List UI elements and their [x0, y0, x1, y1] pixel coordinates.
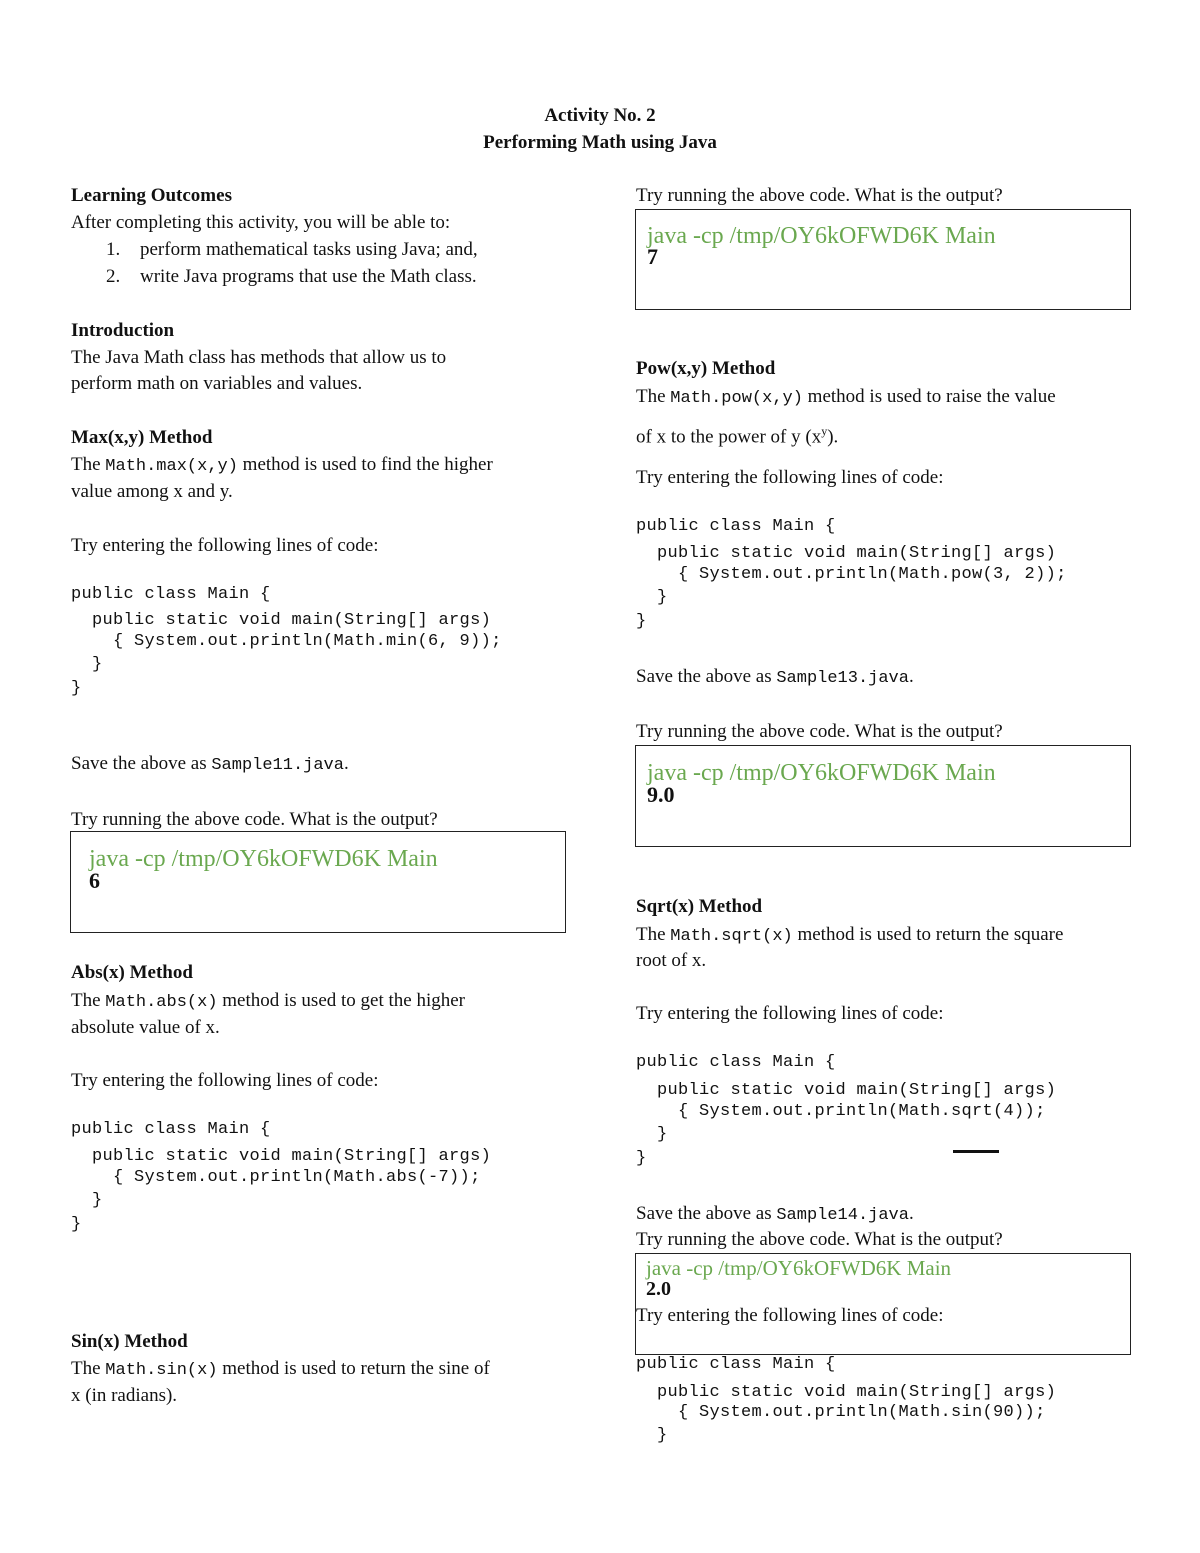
save-text: .: [343, 753, 349, 774]
sin-code-line: public class Main {: [636, 1355, 836, 1374]
sin-code-line: public static void main(String[] args): [636, 1383, 1057, 1402]
output-value: 9.0: [647, 782, 675, 807]
desc-text: method is used to get the higher: [217, 990, 465, 1011]
output-command: java -cp /tmp/OY6kOFWD6K Main: [646, 1256, 952, 1280]
pow-code-line: }: [636, 588, 668, 607]
desc-text: The: [636, 386, 671, 407]
abs-code-line: public static void main(String[] args): [71, 1147, 492, 1166]
pow-description-line2: [636, 420, 838, 448]
list-item: [106, 239, 478, 261]
max-heading: Max(x,y) Method: [71, 427, 213, 448]
stray-line-mark: [953, 1150, 999, 1153]
save-text: Save the above as: [636, 666, 777, 687]
file-name: Sample13.java: [776, 669, 909, 688]
learning-outcomes-intro: After completing this activity, you will be able to:: [71, 212, 451, 233]
abs-description-line2: absolute value of x.: [71, 1017, 220, 1038]
save-text: .: [908, 1203, 914, 1224]
desc-text: method is used to return the sine of: [217, 1358, 490, 1379]
learning-outcomes-heading: Learning Outcomes: [71, 185, 232, 206]
sqrt-heading: Sqrt(x) Method: [636, 896, 763, 917]
pow-code-line: public static void main(String[] args): [636, 544, 1057, 563]
sqrt-try-entering: Try entering the following lines of code:: [636, 1003, 944, 1024]
output-value: 6: [89, 868, 100, 893]
abs-code-line: }: [71, 1215, 82, 1234]
abs-output-box: [635, 209, 1131, 310]
list-item: [106, 266, 477, 288]
sqrt-code-line: public class Main {: [636, 1053, 836, 1072]
sin-description-line2: x (in radians).: [71, 1385, 178, 1406]
pow-try-running: Try running the above code. What is the output?: [636, 721, 1003, 742]
max-description-line2: value among x and y.: [71, 481, 233, 502]
list-number: 1.: [106, 239, 121, 260]
introduction-text: perform math on variables and values.: [71, 373, 363, 394]
sqrt-code-line: }: [636, 1125, 668, 1144]
sin-code-line: }: [636, 1426, 668, 1445]
desc-text: method is used to return the square: [792, 924, 1064, 945]
pow-code-line: public class Main {: [636, 517, 836, 536]
list-number: 2.: [106, 266, 121, 287]
abs-try-entering: Try entering the following lines of code:: [71, 1070, 379, 1091]
desc-text: method is used to find the higher: [237, 454, 493, 475]
output-command: java -cp /tmp/OY6kOFWD6K Main: [89, 846, 438, 872]
output-value: 2.0: [646, 1278, 671, 1300]
desc-text: The: [71, 454, 106, 475]
max-output-box: [70, 831, 566, 933]
page-title: Activity No. 2: [544, 105, 656, 126]
sqrt-try-entering-after: Try entering the following lines of code:: [636, 1305, 944, 1326]
sqrt-output-box: [635, 1253, 1131, 1355]
sin-code-line: { System.out.println(Math.sin(90));: [636, 1403, 1046, 1422]
pow-description: [636, 386, 1056, 410]
pow-try-entering: Try entering the following lines of code:: [636, 467, 944, 488]
abs-code-line: public class Main {: [71, 1120, 271, 1139]
max-code-line: public static void main(String[] args): [71, 611, 492, 630]
output-value: 7: [647, 244, 658, 269]
sqrt-description: [636, 924, 1063, 948]
max-code-line: public class Main {: [71, 585, 271, 604]
abs-heading: Abs(x) Method: [71, 962, 193, 983]
abs-code-line: }: [71, 1191, 103, 1210]
sqrt-code-line: }: [636, 1149, 647, 1168]
max-code-line: }: [71, 679, 82, 698]
sin-description: [71, 1358, 490, 1382]
sqrt-description-line2: root of x.: [636, 950, 707, 971]
max-code-line: { System.out.println(Math.min(6, 9));: [71, 632, 502, 651]
output-command: java -cp /tmp/OY6kOFWD6K Main: [647, 223, 996, 249]
sqrt-save-instruction: [636, 1203, 914, 1227]
max-try-running: Try running the above code. What is the output?: [71, 809, 438, 830]
max-code-line: }: [71, 655, 103, 674]
introduction-heading: Introduction: [71, 320, 175, 341]
inline-code: Math.sin(x): [105, 1361, 218, 1380]
desc-text: of x to the power of y (x: [636, 426, 822, 448]
inline-code: Math.sqrt(x): [670, 927, 793, 946]
desc-text: The: [71, 1358, 106, 1379]
max-try-entering: Try entering the following lines of code:: [71, 535, 379, 556]
save-text: Save the above as: [636, 1203, 777, 1224]
desc-text: ).: [827, 426, 839, 448]
inline-code: Math.max(x,y): [105, 457, 238, 476]
pow-save-instruction: [636, 666, 914, 690]
sin-heading: Sin(x) Method: [71, 1331, 188, 1352]
sqrt-try-running: Try running the above code. What is the output?: [636, 1229, 1003, 1250]
desc-text: The: [71, 990, 106, 1011]
pow-heading: Pow(x,y) Method: [636, 358, 776, 379]
save-text: .: [908, 666, 914, 687]
superscript: y: [821, 424, 828, 438]
abs-description: [71, 990, 465, 1014]
max-description: [71, 454, 493, 478]
list-text: write Java programs that use the Math class.: [140, 266, 477, 287]
output-command: java -cp /tmp/OY6kOFWD6K Main: [647, 760, 996, 786]
abs-code-line: { System.out.println(Math.abs(-7));: [71, 1168, 481, 1187]
pow-code-line: }: [636, 612, 647, 631]
pow-code-line: { System.out.println(Math.pow(3, 2));: [636, 565, 1067, 584]
pow-output-box: [635, 745, 1131, 847]
file-name: Sample11.java: [211, 756, 344, 775]
page-subtitle: Performing Math using Java: [483, 132, 717, 153]
max-save-instruction: [71, 753, 349, 777]
introduction-text: The Java Math class has methods that allow us to: [71, 347, 447, 368]
sqrt-code-line: public static void main(String[] args): [636, 1081, 1057, 1100]
list-text: perform mathematical tasks using Java; and,: [140, 239, 478, 260]
abs-try-running: Try running the above code. What is the output?: [636, 185, 1003, 206]
sqrt-code-line: { System.out.println(Math.sqrt(4));: [636, 1102, 1046, 1121]
desc-text: The: [636, 924, 671, 945]
file-name: Sample14.java: [776, 1206, 909, 1225]
save-text: Save the above as: [71, 753, 212, 774]
inline-code: Math.pow(x,y): [670, 389, 803, 408]
desc-text: method is used to raise the value: [802, 386, 1056, 407]
inline-code: Math.abs(x): [105, 993, 218, 1012]
